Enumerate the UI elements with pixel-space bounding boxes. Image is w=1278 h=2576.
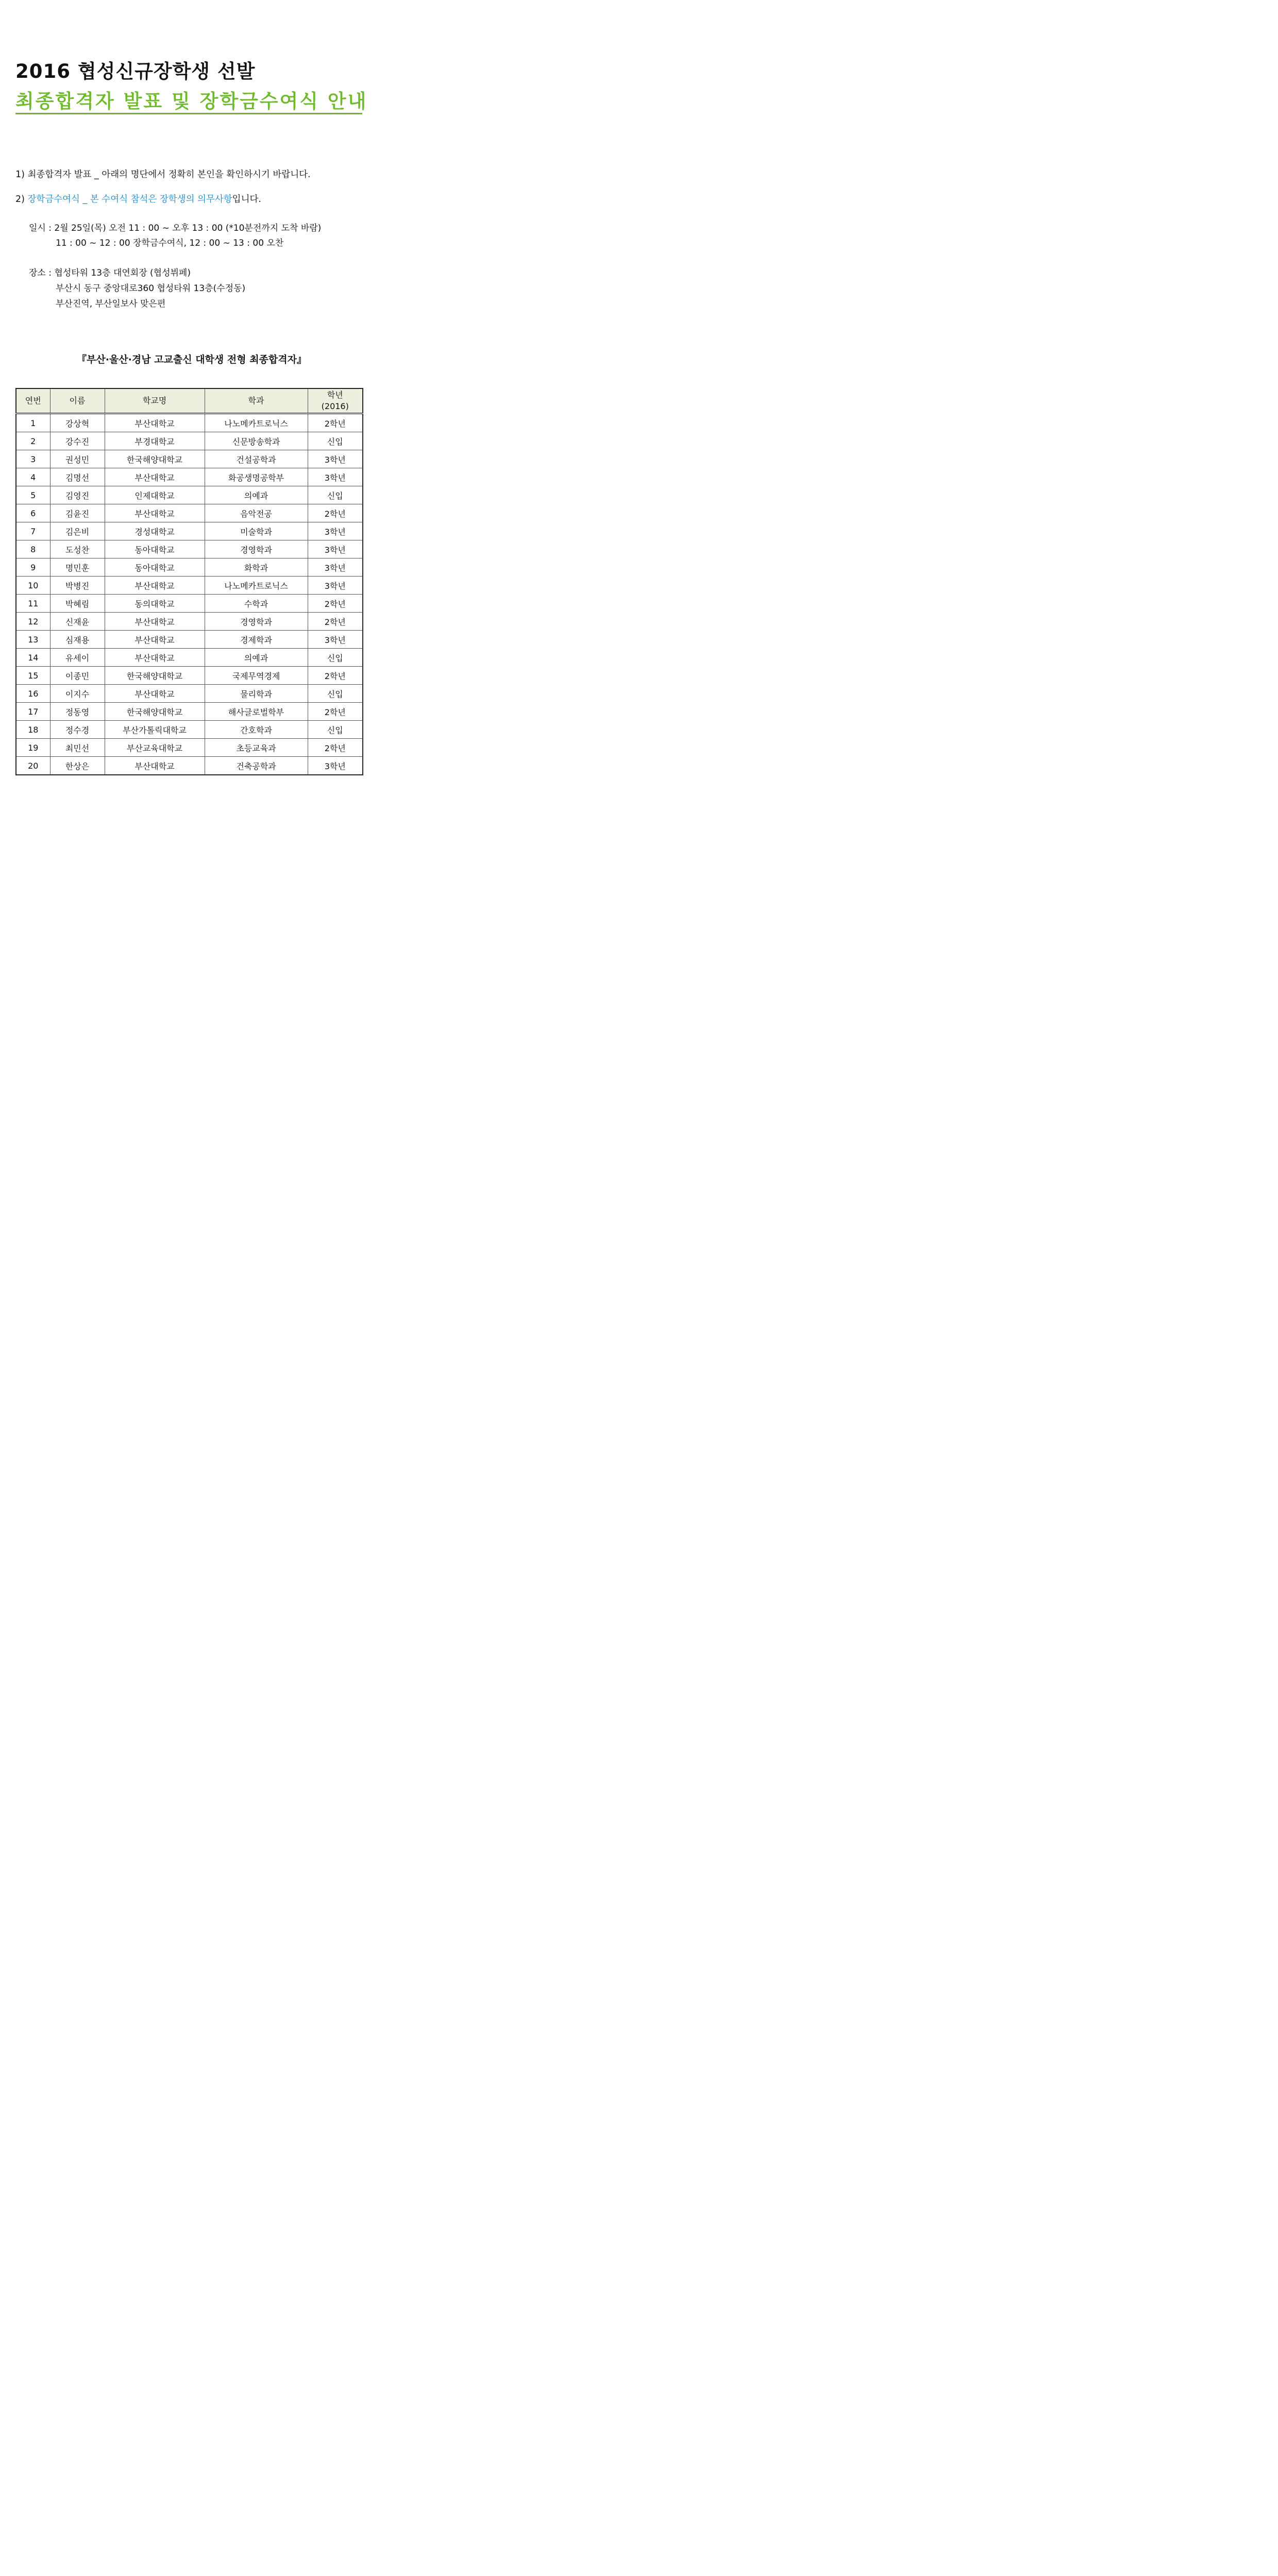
cell-school: 부경대학교 <box>105 432 205 450</box>
schedule-time: 2월 25일(목) 오전 11 : 00 ~ 오후 13 : 00 (*10분전까지 도착 바람) <box>54 223 322 233</box>
cell-school: 부산교육대학교 <box>105 739 205 757</box>
cell-no: 14 <box>16 649 50 667</box>
cell-school: 부산대학교 <box>105 757 205 775</box>
notice-item-2-highlight: 장학금수여식 _ 본 수여식 참석은 장학생의 의무사항 <box>27 194 232 205</box>
cell-name: 한상은 <box>50 757 105 775</box>
cell-year: 3학년 <box>308 558 363 577</box>
page-title: 2016 협성신규장학생 선발 <box>15 60 256 82</box>
table-row <box>16 504 363 522</box>
cell-year: 2학년 <box>308 613 363 631</box>
cell-no: 2 <box>16 432 50 450</box>
table-row <box>16 667 363 685</box>
table-row <box>16 432 363 450</box>
header-no: 연번 <box>16 388 50 414</box>
cell-name: 강수진 <box>50 432 105 450</box>
cell-name: 박병진 <box>50 577 105 595</box>
table-body <box>16 414 363 775</box>
cell-name: 박혜림 <box>50 595 105 613</box>
venue-line-1 <box>29 265 191 278</box>
cell-school: 부산대학교 <box>105 613 205 631</box>
cell-school: 한국해양대학교 <box>105 703 205 721</box>
table-row <box>16 468 363 486</box>
table-row <box>16 450 363 468</box>
cell-school: 동의대학교 <box>105 595 205 613</box>
header-year <box>308 388 363 414</box>
cell-school: 부산대학교 <box>105 685 205 703</box>
cell-no: 11 <box>16 595 50 613</box>
cell-dept: 음악전공 <box>205 504 308 522</box>
cell-dept: 초등교육과 <box>205 739 308 757</box>
header-name: 이름 <box>50 388 105 414</box>
cell-dept: 의예과 <box>205 486 308 504</box>
cell-no: 10 <box>16 577 50 595</box>
cell-school: 부산대학교 <box>105 577 205 595</box>
cell-dept: 물리학과 <box>205 685 308 703</box>
cell-no: 17 <box>16 703 50 721</box>
cell-school: 부산가톨릭대학교 <box>105 721 205 739</box>
cell-name: 이지수 <box>50 685 105 703</box>
cell-no: 15 <box>16 667 50 685</box>
table-row <box>16 739 363 757</box>
page-subtitle: 최종합격자 발표 및 장학금수여식 안내 <box>15 90 368 112</box>
notice-item-2 <box>15 192 261 205</box>
cell-name: 김윤진 <box>50 504 105 522</box>
cell-year: 신입 <box>308 649 363 667</box>
scholar-roster-table <box>15 388 363 775</box>
cell-school: 인제대학교 <box>105 486 205 504</box>
cell-name: 유세이 <box>50 649 105 667</box>
cell-no: 3 <box>16 450 50 468</box>
cell-dept: 경제학과 <box>205 631 308 649</box>
cell-name: 이종민 <box>50 667 105 685</box>
cell-year: 3학년 <box>308 450 363 468</box>
cell-year: 3학년 <box>308 757 363 775</box>
cell-school: 부산대학교 <box>105 504 205 522</box>
cell-name: 정동영 <box>50 703 105 721</box>
cell-name: 신재윤 <box>50 613 105 631</box>
cell-dept: 신문방송학과 <box>205 432 308 450</box>
cell-dept: 해사글로벌학부 <box>205 703 308 721</box>
cell-name: 김영진 <box>50 486 105 504</box>
cell-year: 신입 <box>308 685 363 703</box>
venue-address: 부산시 동구 중앙대로360 협성타워 13층(수정동) <box>56 283 246 294</box>
cell-school: 경성대학교 <box>105 522 205 540</box>
cell-name: 강상혁 <box>50 414 105 432</box>
cell-no: 7 <box>16 522 50 540</box>
title-divider <box>15 113 362 114</box>
cell-year: 3학년 <box>308 631 363 649</box>
cell-no: 20 <box>16 757 50 775</box>
cell-dept: 나노메카트로닉스 <box>205 577 308 595</box>
cell-year: 3학년 <box>308 522 363 540</box>
header-year-label: 학년 <box>327 390 343 400</box>
cell-year: 2학년 <box>308 414 363 432</box>
cell-name: 정수경 <box>50 721 105 739</box>
schedule-line-1 <box>29 221 321 233</box>
schedule-label: 일시 : <box>29 223 55 233</box>
cell-school: 부산대학교 <box>105 414 205 432</box>
table-row <box>16 721 363 739</box>
table-row <box>16 522 363 540</box>
header-dept: 학과 <box>205 388 308 414</box>
cell-year: 3학년 <box>308 577 363 595</box>
cell-no: 1 <box>16 414 50 432</box>
notice-item-2-prefix: 2) <box>15 194 28 205</box>
table-row <box>16 414 363 432</box>
cell-no: 9 <box>16 558 50 577</box>
cell-school: 한국해양대학교 <box>105 667 205 685</box>
cell-year: 2학년 <box>308 595 363 613</box>
cell-dept: 의예과 <box>205 649 308 667</box>
venue-label: 장소 : <box>29 268 55 278</box>
cell-no: 18 <box>16 721 50 739</box>
cell-year: 3학년 <box>308 540 363 558</box>
cell-name: 명민훈 <box>50 558 105 577</box>
cell-dept: 국제무역경제 <box>205 667 308 685</box>
table-row <box>16 703 363 721</box>
cell-name: 김명선 <box>50 468 105 486</box>
table-row <box>16 613 363 631</box>
cell-school: 동아대학교 <box>105 540 205 558</box>
table-title: 『부산·울산·경남 고교출신 대학생 전형 최종합격자』 <box>77 354 307 365</box>
header-school: 학교명 <box>105 388 205 414</box>
venue-landmark: 부산진역, 부산일보사 맞은편 <box>56 299 166 309</box>
table-header-row <box>16 388 363 414</box>
cell-dept: 건축공학과 <box>205 757 308 775</box>
table-row <box>16 757 363 775</box>
venue-name: 협성타워 13층 대연회장 (협성뷔페) <box>54 268 191 278</box>
header-year-sub: (2016) <box>321 401 349 411</box>
cell-year: 2학년 <box>308 667 363 685</box>
cell-dept: 나노메카트로닉스 <box>205 414 308 432</box>
cell-dept: 경영학과 <box>205 613 308 631</box>
cell-dept: 간호학과 <box>205 721 308 739</box>
cell-name: 최민선 <box>50 739 105 757</box>
cell-dept: 미술학과 <box>205 522 308 540</box>
cell-dept: 건설공학과 <box>205 450 308 468</box>
cell-school: 한국해양대학교 <box>105 450 205 468</box>
cell-name: 권성민 <box>50 450 105 468</box>
table-row <box>16 685 363 703</box>
notice-item-2-suffix: 입니다. <box>232 194 261 205</box>
table-row <box>16 631 363 649</box>
cell-year: 신입 <box>308 721 363 739</box>
table-row <box>16 558 363 577</box>
table-row <box>16 649 363 667</box>
table-row <box>16 540 363 558</box>
notice-item-1: 1) 최종합격자 발표 _ 아래의 명단에서 정확히 본인을 확인하시기 바랍니다. <box>15 170 311 180</box>
cell-name: 도성찬 <box>50 540 105 558</box>
cell-dept: 수학과 <box>205 595 308 613</box>
cell-year: 신입 <box>308 432 363 450</box>
cell-year: 신입 <box>308 486 363 504</box>
cell-year: 2학년 <box>308 739 363 757</box>
cell-year: 2학년 <box>308 703 363 721</box>
cell-no: 16 <box>16 685 50 703</box>
cell-name: 심재용 <box>50 631 105 649</box>
table-row <box>16 595 363 613</box>
cell-no: 13 <box>16 631 50 649</box>
cell-no: 12 <box>16 613 50 631</box>
cell-school: 부산대학교 <box>105 649 205 667</box>
cell-no: 8 <box>16 540 50 558</box>
cell-dept: 경영학과 <box>205 540 308 558</box>
cell-no: 4 <box>16 468 50 486</box>
cell-school: 동아대학교 <box>105 558 205 577</box>
schedule-line-2: 11 : 00 ~ 12 : 00 장학금수여식, 12 : 00 ~ 13 : 00 오찬 <box>56 238 284 248</box>
table-row <box>16 486 363 504</box>
cell-no: 6 <box>16 504 50 522</box>
cell-name: 김은비 <box>50 522 105 540</box>
cell-dept: 화공생명공학부 <box>205 468 308 486</box>
cell-no: 19 <box>16 739 50 757</box>
cell-year: 2학년 <box>308 504 363 522</box>
cell-school: 부산대학교 <box>105 468 205 486</box>
cell-school: 부산대학교 <box>105 631 205 649</box>
cell-year: 3학년 <box>308 468 363 486</box>
table-row <box>16 577 363 595</box>
cell-dept: 화학과 <box>205 558 308 577</box>
cell-no: 5 <box>16 486 50 504</box>
